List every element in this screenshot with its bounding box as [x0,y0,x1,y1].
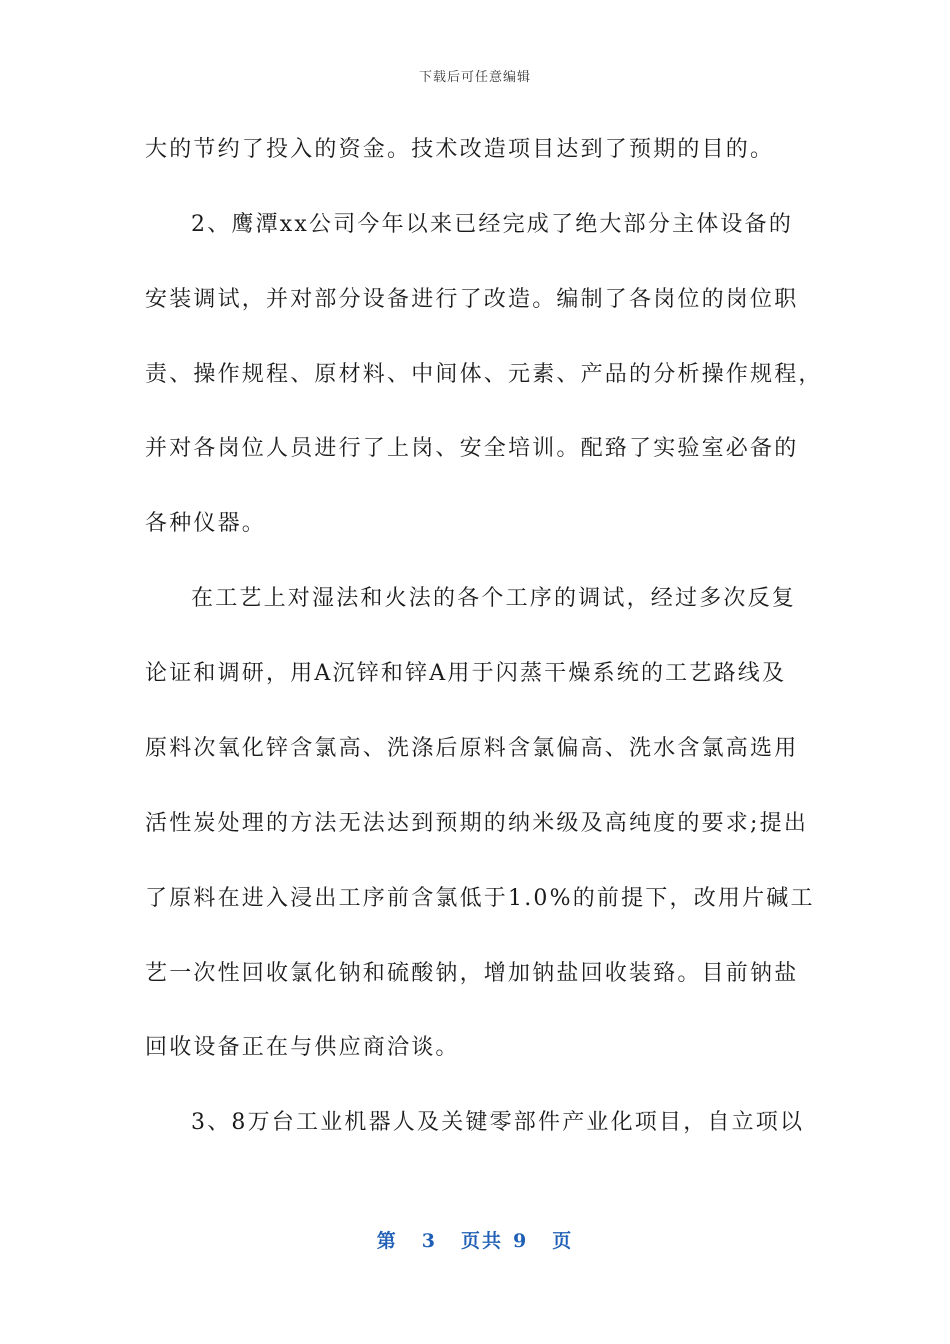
footer-total-pages: 9 [513,1230,529,1252]
text-line: 3、8万台工业机器人及关键零部件产业化项目，自立项以 [191,1110,805,1135]
page-number-footer [0,1226,950,1253]
text-line: 并对各岗位人员进行了上岗、安全培训。配臵了实验室必备的 [145,436,799,461]
text-line: 2、鹰潭xx公司今年以来已经完成了绝大部分主体设备的 [191,212,794,237]
text-line: 原料次氧化锌含氯高、洗涤后原料含氯偏高、洗水含氯高选用 [145,736,799,761]
footer-prefix: 第 [376,1230,398,1252]
text-line: 各种仪器。 [145,511,267,536]
text-line: 大的节约了投入的资金。技术改造项目达到了预期的目的。 [145,137,775,162]
footer-middle: 页共 [460,1230,503,1252]
text-line: 了原料在进入浸出工序前含氯低于1.0%的前提下，改用片碱工 [145,886,815,911]
download-note: 下载后可任意编辑 [418,70,531,85]
footer-current-page: 3 [421,1230,437,1252]
text-line: 活性炭处理的方法无法达到预期的纳米级及高纯度的要求;提出 [145,811,809,836]
text-line: 回收设备正在与供应商洽谈。 [145,1035,460,1060]
footer-suffix: 页 [552,1230,574,1252]
text-line: 安装调试，并对部分设备进行了改造。编制了各岗位的岗位职 [145,287,799,312]
text-line: 责、操作规程、原材料、中间体、元素、产品的分析操作规程， [145,362,823,387]
text-line: 艺一次性回收氯化钠和硫酸钠，增加钠盐回收装臵。目前钠盐 [145,961,799,986]
text-line: 在工艺上对湿法和火法的各个工序的调试，经过多次反复 [191,586,797,611]
text-line: 论证和调研，用A沉锌和锌A用于闪蒸干燥系统的工艺路线及 [145,661,787,686]
